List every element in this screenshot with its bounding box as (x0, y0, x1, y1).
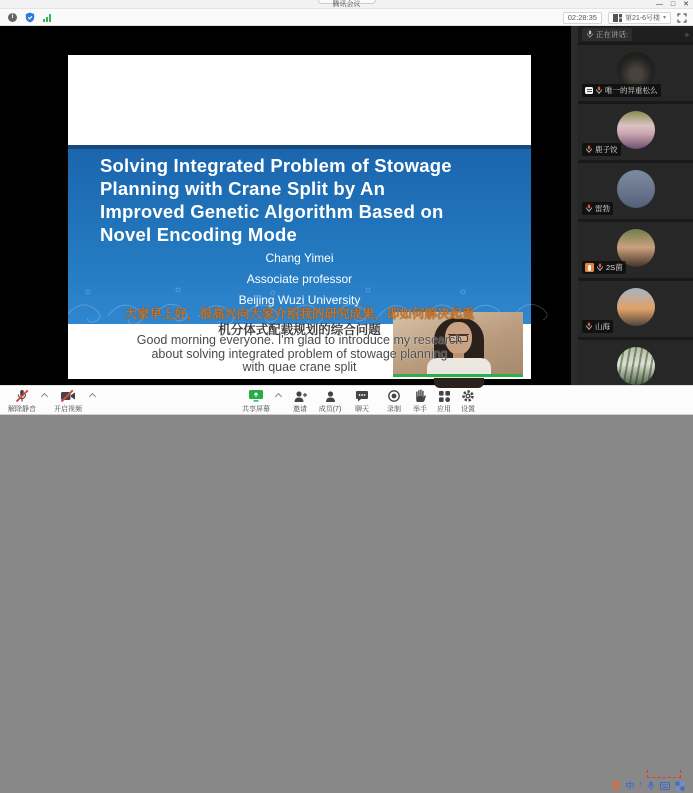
layout-grid-icon (613, 14, 622, 22)
mic-muted-icon (585, 204, 593, 213)
participant-label: 唯一的异重松么 (582, 84, 661, 97)
camera-off-icon (60, 390, 76, 402)
ime-voice-icon[interactable] (647, 781, 655, 791)
invite-button[interactable]: 邀请 (282, 389, 318, 414)
speaking-now-bar (578, 26, 693, 42)
meeting-toolbar (0, 385, 693, 793)
video-options-chevron[interactable] (89, 393, 96, 400)
view-layout-button[interactable]: 第21-6号楼 ▾ (608, 12, 671, 24)
presentation-slide (68, 55, 531, 379)
participant-label: 鹿子饺 (582, 143, 621, 156)
share-screen-icon (248, 389, 264, 403)
avatar (617, 111, 655, 149)
participant-tile[interactable] (578, 163, 693, 219)
network-signal-icon[interactable] (43, 14, 51, 22)
record-icon (387, 389, 401, 403)
raised-hand-icon (585, 263, 594, 272)
members-icon (324, 390, 337, 403)
mic-muted-icon (596, 263, 604, 272)
author-name: Chang Yimei (265, 251, 334, 265)
participant-label: 雷勃 (582, 202, 613, 215)
apps-grid-icon (438, 390, 451, 403)
mic-icon (586, 30, 594, 39)
security-shield-icon[interactable] (25, 12, 35, 23)
apps-button[interactable]: 应用 (426, 389, 462, 414)
ime-toolbar (612, 778, 685, 793)
avatar (617, 347, 655, 385)
participant-tile[interactable] (578, 104, 693, 160)
slide-blue-band (68, 145, 531, 324)
avatar (617, 288, 655, 326)
participant-label: 2S菌 (582, 261, 626, 274)
ime-keyboard-icon[interactable] (660, 782, 670, 790)
participant-tile[interactable] (578, 222, 693, 278)
mic-muted-icon (585, 145, 593, 154)
sidebar-collapse-icon[interactable]: » (684, 29, 689, 39)
meeting-status-bar (0, 9, 693, 26)
participants-sidebar (578, 26, 693, 385)
mic-muted-icon (595, 86, 603, 95)
window-title: 腾讯会议 (332, 1, 361, 8)
slide-accent-strip (68, 145, 531, 149)
share-screen-button[interactable]: 共享屏幕 (238, 389, 274, 414)
fullscreen-icon[interactable] (677, 13, 687, 23)
message-icon (585, 87, 593, 94)
close-button[interactable]: ✕ (683, 1, 689, 8)
speaking-now-label: 正在讲话: (596, 29, 629, 39)
title-bar (0, 0, 693, 9)
share-options-chevron[interactable] (275, 393, 282, 400)
share-border-fragment (647, 770, 681, 778)
author-university: Beijing Wuzi University (238, 293, 361, 307)
raise-hand-button[interactable]: 举手 (402, 389, 438, 414)
mic-muted-icon (15, 389, 29, 403)
ime-mode-toggle[interactable]: 中 (625, 781, 635, 791)
meeting-timer: 02:28:35 (563, 12, 602, 24)
members-button[interactable]: 成员(7) (312, 389, 348, 414)
invite-person-icon (293, 390, 308, 403)
chevron-down-icon: ▾ (662, 15, 666, 21)
unmute-button[interactable]: 解除静音 (4, 389, 40, 414)
participant-tile[interactable] (578, 281, 693, 337)
ime-toolbox-icon[interactable] (675, 781, 685, 791)
author-role: Associate professor (246, 272, 353, 286)
raise-hand-icon (413, 389, 427, 403)
maximize-button[interactable]: □ (670, 1, 676, 8)
ime-punctuation-toggle[interactable]: ’ (639, 780, 642, 791)
record-button[interactable]: 录制 (376, 389, 412, 414)
sidebar-resize-handle[interactable] (571, 26, 578, 385)
minimize-button[interactable]: — (655, 1, 663, 8)
participant-label: 山海 (582, 320, 613, 333)
caption-zh-line1: 大家早上好，很高兴向大家介绍我的研究成果，即如何解决起重 (124, 307, 475, 321)
shared-screen-area (0, 26, 571, 385)
caption-en: Good morning everyone. I'm glad to introduce my research about solving integrated problem of stowage planning with quae crane split (136, 333, 463, 374)
meeting-info-icon[interactable]: i (8, 13, 17, 22)
gear-icon (461, 389, 475, 403)
mic-options-chevron[interactable] (41, 393, 48, 400)
start-video-button[interactable]: 开启视频 (50, 389, 86, 414)
participant-tile[interactable] (578, 45, 693, 101)
mic-muted-icon (585, 322, 593, 331)
slide-title: Solving Integrated Problem of Stowage Planning with Crane Split by An Improved Genetic Algorithm Based on Novel Encoding Mode (100, 155, 452, 245)
settings-button[interactable]: 设置 (450, 389, 486, 414)
avatar (617, 170, 655, 208)
sogou-logo-icon[interactable]: S (611, 778, 621, 793)
chat-bubble-icon (355, 390, 369, 403)
chat-button[interactable]: 聊天 (344, 389, 380, 414)
caption-zh-line2: 机分体式配载规划的综合问题 (218, 323, 381, 337)
